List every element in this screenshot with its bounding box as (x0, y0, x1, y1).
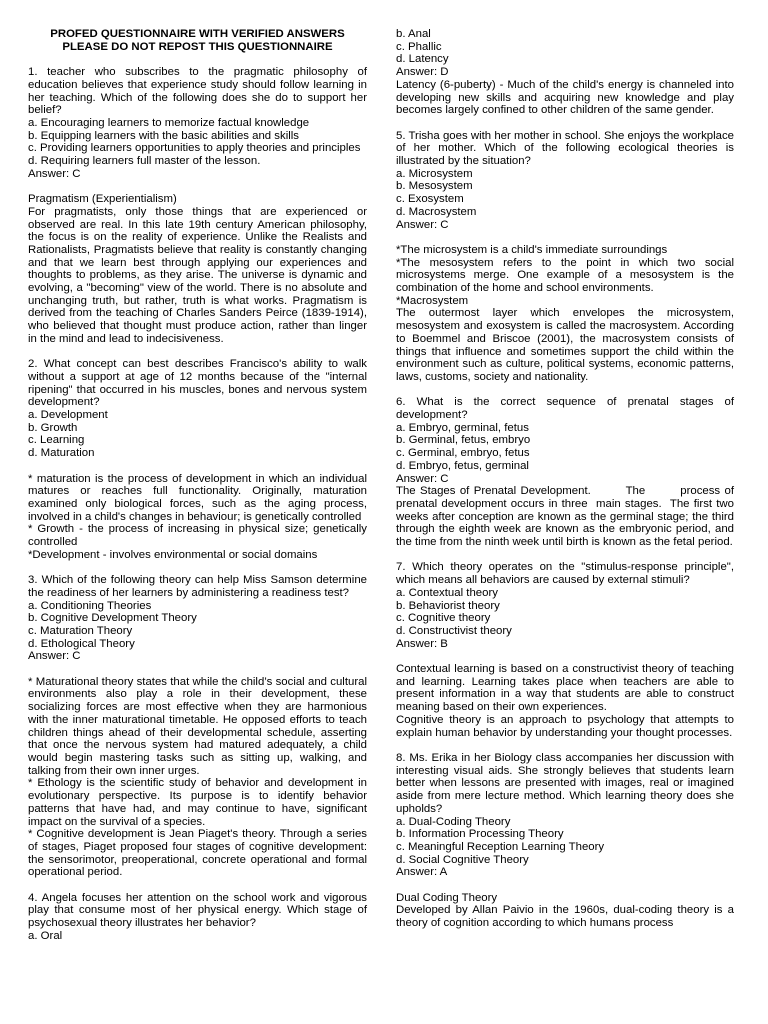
q2-note-growth: * Growth - the process of increasing in physical size; genetically controlled (28, 523, 367, 549)
q7-option-d: d. Constructivist theory (396, 624, 512, 637)
q5-option-c: c. Exosystem (396, 193, 464, 206)
q8-option-d: d. Social Cognitive Theory (396, 853, 529, 866)
q5-note-microsystem: *The microsystem is a child's immediate surroundings (396, 243, 668, 256)
q5-option-d: d. Macrosystem (396, 205, 477, 218)
document-title-line2: PLEASE DO NOT REPOST THIS QUESTIONNAIRE (62, 40, 333, 53)
q6-option-a: a. Embryo, germinal, fetus (396, 421, 529, 434)
q7-note-contextual: Contextual learning is based on a constructivist theory of teaching and learning. Learning takes place when teachers are able to present information in a way that students are able to construct meaning based on their own experiences. (396, 663, 734, 714)
q5-option-b: b. Mesosystem (396, 180, 473, 193)
q1-explanation-title: Pragmatism (Experientialism) (28, 193, 177, 206)
q2-note-maturation: * maturation is the process of development in which an individual matures or reaches full functionality. Originally, maturation examined only biological forces, such as the aging process, involved in a child's changes in behaviour; is genetically controlled (28, 472, 367, 523)
q1-answer: Answer: C (28, 167, 81, 180)
q4-option-c: c. Phallic (396, 40, 442, 53)
q8-explanation-title: Dual Coding Theory (396, 891, 498, 904)
q3-option-a: a. Conditioning Theories (28, 599, 152, 612)
q7-note-cognitive: Cognitive theory is an approach to psychology that attempts to explain human behavior by understanding your thought processes. (396, 713, 734, 739)
q7-option-a: a. Contextual theory (396, 586, 498, 599)
right-column (396, 28, 738, 930)
q2-option-d: d. Maturation (28, 447, 95, 460)
q3-note-maturational: * Maturational theory states that while the child’s social and cultural environments also play a role in their development, these socializing forces are most effective when they are harmonious with the inner maturational timetable. He opposed efforts to teach children things ahead of their developmental schedule, asserting that once the nervous system had matured adequately, a child would begin mastering tasks such as sitting up, walking, and talking from their own inner urges. (28, 675, 367, 777)
q4-option-b: b. Anal (396, 28, 431, 40)
q7-question: 7. Which theory operates on the "stimulus-response principle", which means all behaviors are caused by external stimuli? (396, 561, 734, 587)
q5-answer: Answer: C (396, 218, 449, 231)
q2-option-c: c. Learning (28, 434, 85, 447)
q8-option-c: c. Meaningful Reception Learning Theory (396, 840, 605, 853)
q8-option-b: b. Information Processing Theory (396, 828, 564, 841)
q2-option-a: a. Development (28, 409, 108, 422)
q8-question: 8. Ms. Erika in her Biology class accompanies her discussion with interesting visual aids. She strongly believes that students learn better when lessons are presented with images, real or imagined aside from mere lecture method. Which learning theory does she upholds? (396, 751, 734, 815)
q1-option-a: a. Encouraging learners to memorize factual knowledge (28, 116, 310, 129)
q7-answer: Answer: B (396, 637, 448, 650)
q1-option-c: c. Providing learners opportunities to apply theories and principles (28, 142, 361, 155)
q1-explanation: For pragmatists, only those things that are experienced or observed are real. In this late 19th century American philosophy, the focus is on the reality of experience. Unlike the Realists and Rationalists, Pragmatists believe that reality is constantly changing and that we learn best through applying our experiences and thoughts to problems, as they arise. The universe is dynamic and evolving, a "becoming" view of the world. There is no absolute and unchanging truth, but rather, truth is what works. Pragmatism is derived from the teaching of Charles Sanders Peirce (1839-1914), who believed that thought must produce action, rather than linger in the mind and lead to indecisiveness. (28, 205, 367, 345)
q3-answer: Answer: C (28, 650, 81, 663)
q3-option-b: b. Cognitive Development Theory (28, 612, 197, 625)
q1-question: 1. teacher who subscribes to the pragmatic philosophy of education believes that experience study should follow learning in her teaching. Which of the following does she do to support her belief? (28, 66, 367, 117)
q5-note-mesosystem: *The mesosystem refers to the point in which two social microsystems merge. One example of a mesosystem is the combination of the home and school environments. (396, 256, 734, 295)
q4-option-a: a. Oral (28, 929, 63, 942)
q6-answer: Answer: C (396, 472, 449, 485)
q4-question: 4. Angela focuses her attention on the school work and vigorous play that consume most of her physical energy. Which stage of psychosexual theory illustrates her behavior? (28, 891, 367, 930)
q3-option-d: d. Ethological Theory (28, 637, 135, 650)
q1-option-b: b. Equipping learners with the basic abilities and skills (28, 129, 299, 142)
q1-option-d: d. Requiring learners full master of the lesson. (28, 155, 261, 168)
q6-question: 6. What is the correct sequence of prenatal stages of development? (396, 396, 734, 422)
q5-question: 5. Trisha goes with her mother in school. She enjoys the workplace of her mother. Which of the following ecological theories is illustrated by the situation? (396, 129, 734, 168)
q7-option-c: c. Cognitive theory (396, 612, 491, 625)
q8-explanation: Developed by Allan Paivio in the 1960s, dual-coding theory is a theory of cognition according to which humans process (396, 904, 734, 930)
q3-question: 3. Which of the following theory can help Miss Samson determine the readiness of her learners by administering a readiness test? (28, 574, 367, 599)
q5-option-a: a. Microsystem (396, 167, 473, 180)
q2-note-development: *Development - involves environmental or social domains (28, 548, 318, 561)
q7-option-b: b. Behaviorist theory (396, 599, 500, 612)
q4-explanation: Latency (6-puberty) - Much of the child's energy is channeled into developing new skills and acquiring new knowledge and play becomes largely confined to other children of the same gender. (396, 78, 734, 117)
q2-option-b: b. Growth (28, 421, 78, 434)
q6-option-c: c. Germinal, embryo, fetus (396, 447, 530, 460)
q4-answer: Answer: D (396, 66, 449, 79)
left-column (28, 28, 367, 943)
q5-note-macrosystem-title: *Macrosystem (396, 294, 469, 307)
q8-answer: Answer: A (396, 866, 448, 879)
q4-option-d: d. Latency (396, 53, 449, 66)
q6-option-b: b. Germinal, fetus, embryo (396, 434, 531, 447)
q6-option-d: d. Embryo, fetus, germinal (396, 459, 529, 472)
document-title-line1: PROFED QUESTIONNAIRE WITH VERIFIED ANSWERS (50, 28, 345, 40)
q3-option-c: c. Maturation Theory (28, 624, 133, 637)
q6-explanation: The Stages of Prenatal Development. The process of prenatal development occurs in three main stages. The first two weeks after conception are known as the germinal stage; the third through the eighth week are known as the embryonic period, and the time from the ninth week until birth is known as the fetal period. (396, 485, 738, 549)
q8-option-a: a. Dual-Coding Theory (396, 815, 511, 828)
q3-note-cognitive: * Cognitive development is Jean Piaget's theory. Through a series of stages, Piaget proposed four stages of cognitive development: the sensorimotor, preoperational, concrete operational and formal operational period. (28, 828, 367, 879)
q3-note-ethology: * Ethology is the scientific study of behavior and development in evolutionary perspective. Its purpose is to identify behavior patterns that have had, and may continue to have, significant impact on the survival of a species. (28, 777, 367, 828)
q5-note-macrosystem: The outermost layer which envelopes the microsystem, mesosystem and exosystem is called the macrosystem. According to Boemmel and Briscoe (2001), the macrosystem consists of things that influence and sometimes support the child within the environment such as culture, political systems, economic patterns, laws, customs, society and nationality. (396, 307, 734, 383)
q2-question: 2. What concept can best describes Francisco's ability to walk without a support at age of 12 months because of the "internal ripening" that occurred in his muscles, bones and nervous system development? (28, 358, 367, 409)
